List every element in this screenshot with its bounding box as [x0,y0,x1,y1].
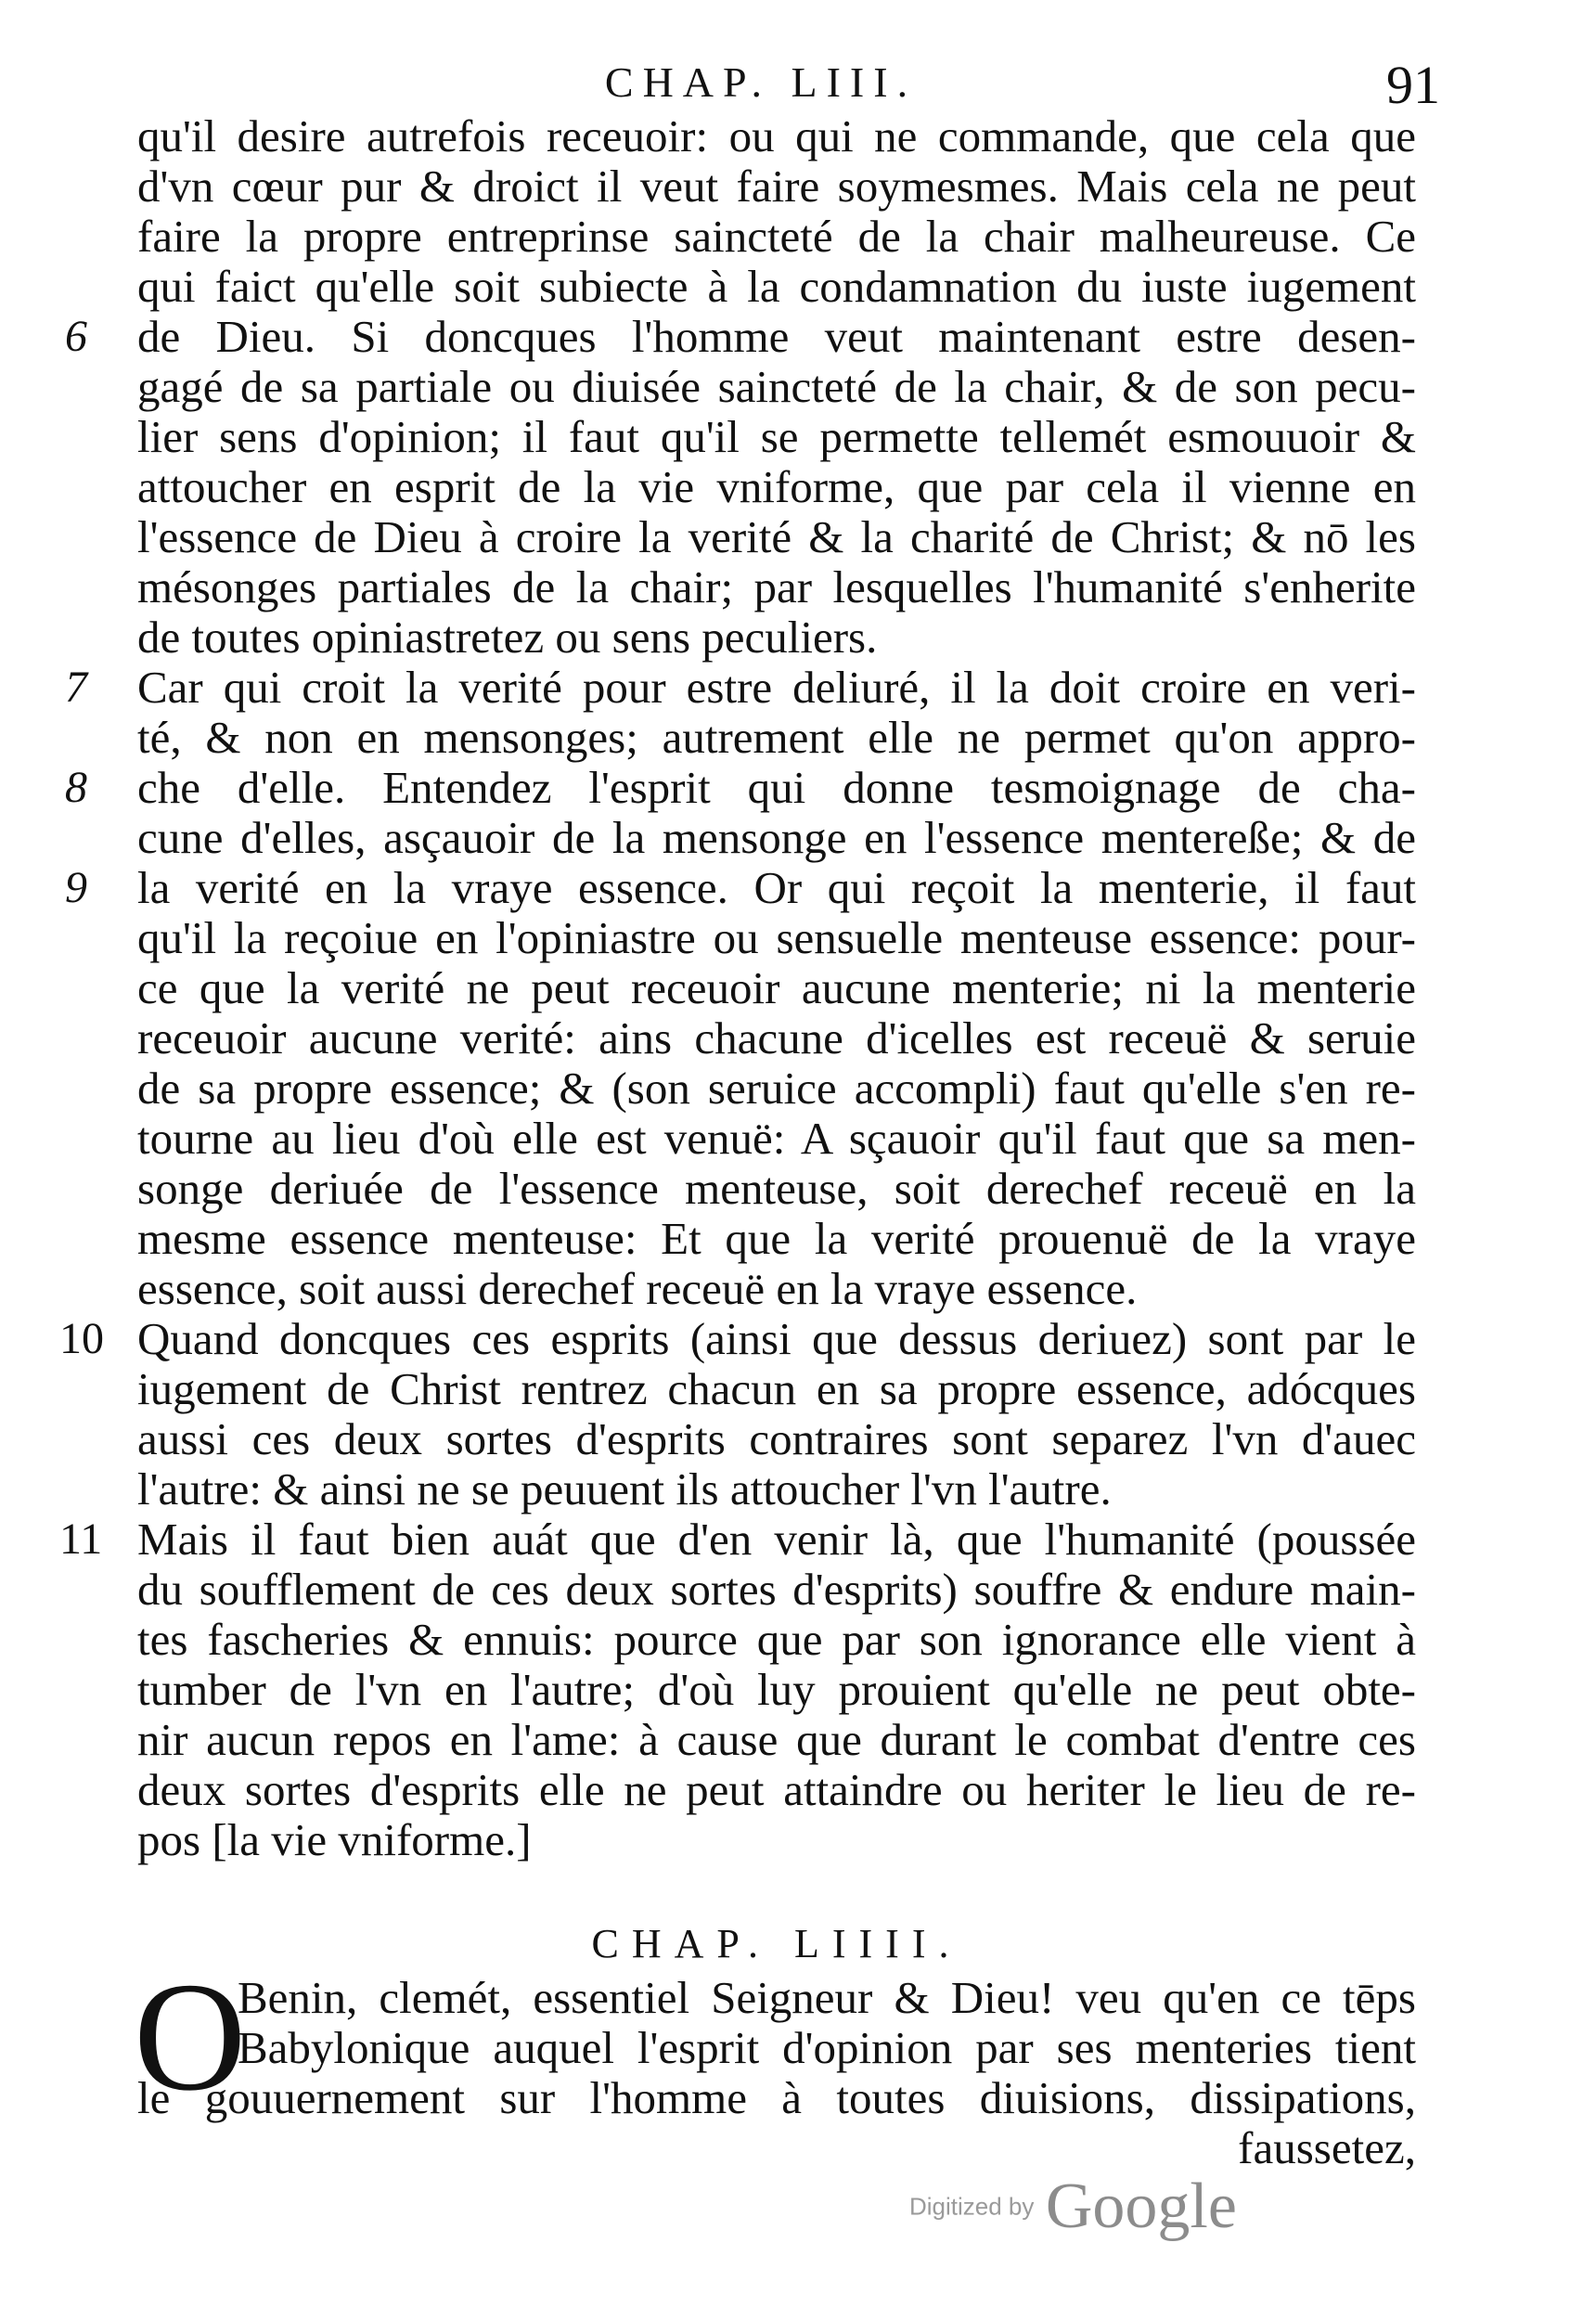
line-text: ce que la verité ne peut receuoir aucune menterie; ni la menterie [137,962,1416,1013]
line-text: Car qui croit la verité pour estre deliuré, il la doit croire en veri- [137,662,1416,713]
text-line [137,362,1416,412]
line-text: nir aucun repos en l'ame: à cause que durant le combat d'entre ces [137,1714,1416,1765]
chapter-53-text [59,110,1416,1865]
line-text: iugement de Christ rentrez chacun en sa propre essence, adócques [137,1363,1416,1414]
line-text: essence, soit aussi derechef receuë en la vraye essence. [137,1263,1138,1314]
text-line [137,1164,1416,1214]
text-line [65,762,1416,813]
text-line [137,1013,1416,1063]
text-line [137,1765,1416,1815]
text-line [137,1264,1416,1314]
line-text: gagé de sa partiale ou diuisée saincteté de la chair, & de son pecu- [137,361,1416,412]
text-line: Benin, clemét, essentiel Seigneur & Dieu! veu qu'en ce tēps [238,1972,1416,2023]
drop-cap: O [134,1951,247,2123]
text-line [137,963,1416,1013]
text-line [137,1464,1416,1514]
text-line [137,562,1416,612]
text-line [137,1715,1416,1765]
text-line [137,262,1416,312]
verse-number: 11 [59,1514,103,1564]
text-line [137,1615,1416,1665]
text-line [137,462,1416,512]
verse-number: 7 [65,663,87,712]
google-logo: Google [1045,2171,1237,2242]
text-line [137,1665,1416,1715]
line-text: songe deriuée de l'essence menteuse, soit derechef receuë en la [137,1163,1416,1214]
text-line: le gouuernement sur l'homme à toutes diuisions, dissipations, [137,2072,1416,2123]
line-text: che d'elle. Entendez l'esprit qui donne tesmoignage de cha- [137,762,1416,813]
running-head: CHAP. LIII. [604,58,918,106]
line-text: qu'il desire autrefois receuoir: ou qui ne commande, que cela que [137,110,1416,161]
line-text: Mais il faut bien auát que d'en venir là, que l'humanité (poussée [137,1514,1416,1565]
line-text: de toutes opiniastretez ou sens peculiers. [137,612,878,663]
line-text: la verité en la vraye essence. Or qui reçoit la menterie, il faut [137,862,1416,913]
verse-number: 10 [59,1314,104,1363]
line-text: qu'il la reçoiue en l'opiniastre ou sensuelle menteuse essence: pour- [137,912,1416,963]
text-line [137,1414,1416,1464]
text-line [137,512,1416,562]
text-line [59,1313,1416,1364]
chapter-54-text [134,1951,1416,2173]
line-text: attoucher en esprit de la vie vniforme, que par cela il vienne en [137,461,1416,512]
text-line [65,311,1416,362]
body-text [59,110,1416,2173]
page-number: 91 [1386,55,1440,115]
line-text: faire la propre entreprinse saincteté de la chair malheureuse. Ce [137,211,1416,262]
line-text: deux sortes d'esprits elle ne peut attaindre ou heriter le lieu de re- [137,1764,1416,1815]
text-line [137,813,1416,863]
line-text: de Dieu. Si doncques l'homme veut maintenant estre desen- [137,311,1416,362]
text-line: Babylonique auquel l'esprit d'opinion par ses menteries tient [238,2022,1416,2073]
verse-number: 8 [65,763,87,812]
verse-number: 6 [65,312,87,361]
text-line [137,612,1416,663]
line-text: tumber de l'vn en l'autre; d'où luy prouient qu'elle ne peut obte- [137,1664,1416,1715]
text-line [59,1514,1416,1565]
text-line [137,1063,1416,1114]
line-text: l'essence de Dieu à croire la verité & la charité de Christ; & nō les [137,511,1416,562]
line-text: Quand doncques ces esprits (ainsi que dessus deriuez) sont par le [137,1313,1416,1364]
line-text: mesme essence menteuse: Et que la verité prouenuë de la vraye [137,1213,1416,1264]
line-text: mésonges partiales de la chair; par lesquelles l'humanité s'enherite [137,561,1416,612]
line-text: de sa propre essence; & (son seruice accompli) faut qu'elle s'en re- [137,1063,1416,1114]
text-line [137,1114,1416,1164]
line-text: tes fascheries & ennuis: pource que par son ignorance elle vient à [137,1614,1416,1665]
text-line [137,111,1416,161]
digitized-watermark [909,2170,1237,2244]
line-text: tourne au lieu d'où elle est venuë: A sçauoir qu'il faut que sa men- [137,1113,1416,1164]
line-text: lier sens d'opinion; il faut qu'il se permette tellemét esmouuoir & [137,411,1416,462]
line-text: qui faict qu'elle soit subiecte à la condamnation du iuste iugement [137,261,1416,312]
line-text: aussi ces deux sortes d'esprits contraires sont separez l'vn d'auec [137,1413,1416,1464]
digitized-label: Digitized by [909,2192,1035,2221]
line-text: cune d'elles, asçauoir de la mensonge en l'essence mentereße; & de [137,812,1416,863]
text-line [137,1815,1416,1865]
text-line [137,212,1416,262]
line-text: pos [la vie vniforme.] [137,1814,532,1865]
text-line [137,1565,1416,1615]
line-text: receuoir aucune verité: ains chacune d'icelles est receuë & seruie [137,1012,1416,1063]
text-line [137,713,1416,763]
text-line [137,161,1416,212]
line-text: l'autre: & ainsi ne se peuuent ils attoucher l'vn l'autre. [137,1463,1112,1514]
text-line [65,662,1416,713]
text-line [137,412,1416,462]
verse-number: 9 [65,863,87,912]
line-text: d'vn cœur pur & droict il veut faire soymesmes. Mais cela ne peut [137,161,1416,212]
text-line [137,1364,1416,1414]
text-line [137,913,1416,963]
text-line: faussetez, [1238,2122,1416,2173]
chapter-heading: CHAP. LIIII. [591,1921,962,1966]
text-line [65,862,1416,913]
text-line [137,1214,1416,1264]
line-text: té, & non en mensonges; autrement elle ne permet qu'on appro- [137,712,1416,763]
line-text: du soufflement de ces deux sortes d'esprits) souffre & endure main- [137,1564,1416,1615]
